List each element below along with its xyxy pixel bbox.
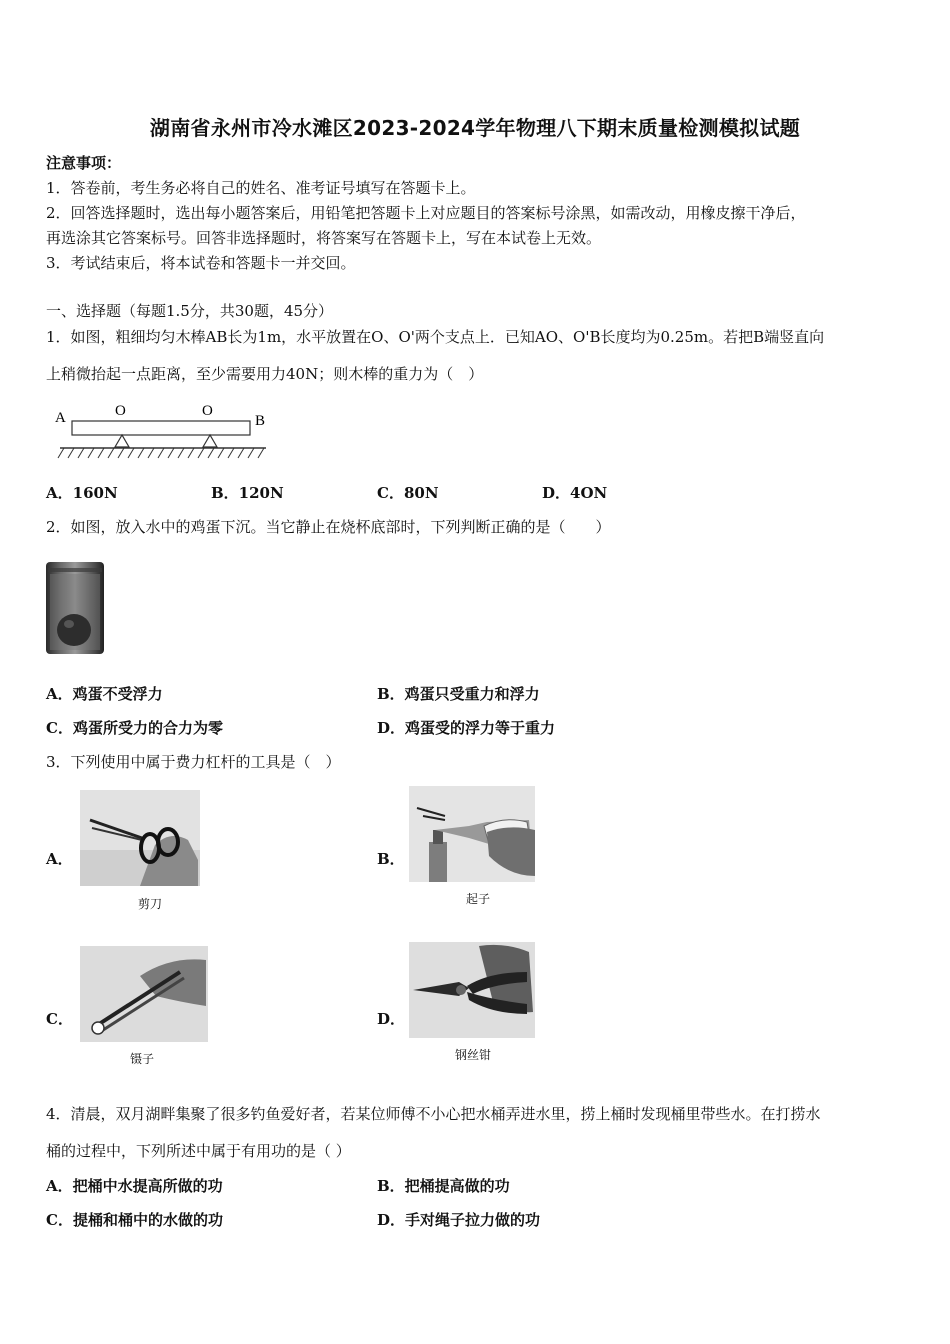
q2-beaker-egg-image (44, 560, 106, 656)
notice-item: 再选涂其它答案标号。回答非选择题时，将答案写在答题卡上，写在本试卷上无效。 (46, 229, 602, 247)
q1-lever-figure (52, 398, 274, 464)
q2-option-c[interactable]: C．鸡蛋所受力的合力为零 (46, 719, 223, 737)
q4-option-c[interactable]: C．提桶和桶中的水做的功 (46, 1211, 223, 1229)
section-heading: 一、选择题（每题1.5分，共30题，45分） (46, 302, 334, 320)
pliers-image (409, 942, 535, 1038)
tweezers-image (80, 946, 208, 1042)
q2-option-b[interactable]: B．鸡蛋只受重力和浮力 (377, 685, 540, 703)
notice-item: 2．回答选择题时，选出每小题答案后，用铅笔把答题卡上对应题目的答案标号涂黑，如需改动，用橡皮擦干净后， (46, 204, 806, 222)
caption-scissors: 剪刀 (137, 897, 162, 911)
q1-option-c[interactable]: C．80N (377, 484, 439, 502)
caption-pliers: 钢丝钳 (454, 1048, 491, 1062)
fig-label-a: A (55, 410, 66, 426)
caption-tweezers: 镊子 (129, 1052, 154, 1066)
q4-text-line1: 4．清晨，双月湖畔集聚了很多钓鱼爱好者，若某位师傅不小心把水桶弄进水里，捞上桶时发现桶里带些水。在打捞水 (46, 1105, 821, 1123)
notice-item: 1．答卷前，考生务必将自己的姓名、准考证号填写在答题卡上。 (46, 179, 476, 197)
q4-option-d[interactable]: D．手对绳子拉力做的功 (377, 1211, 541, 1229)
q3-option-a[interactable]: A． (46, 850, 73, 868)
q3-text: 3．下列使用中属于费力杠杆的工具是（ ） (46, 753, 341, 771)
fig-label-b: B (255, 413, 266, 429)
pivot-o2 (203, 435, 217, 447)
q3-option-b[interactable]: B． (377, 850, 405, 868)
wooden-rod (72, 421, 250, 435)
egg-shape (57, 614, 91, 646)
caption-bottle-opener: 起子 (465, 892, 490, 906)
q2-text: 2．如图，放入水中的鸡蛋下沉。当它静止在烧杯底部时，下列判断正确的是（ ） (46, 518, 611, 536)
fig-label-o2: O (202, 403, 213, 419)
q4-option-a[interactable]: A．把桶中水提高所做的功 (46, 1177, 223, 1195)
q1-option-d[interactable]: D．4ON (542, 484, 608, 502)
q1-option-a[interactable]: A．160N (46, 484, 118, 502)
notice-item: 3．考试结束后，将本试卷和答题卡一并交回。 (46, 254, 356, 272)
q1-option-b[interactable]: B．120N (211, 484, 284, 502)
q2-option-a[interactable]: A．鸡蛋不受浮力 (46, 685, 163, 703)
q4-option-b[interactable]: B．把桶提高做的功 (377, 1177, 510, 1195)
notice-heading: 注意事项： (46, 154, 122, 172)
page-title: 湖南省永州市冷水滩区2023-2024学年物理八下期末质量检测模拟试题 (149, 116, 801, 140)
ground-hatch (58, 448, 264, 458)
q1-text-line2: 上稍微抬起一点距离，至少需要用力40N；则木棒的重力为（ ） (46, 365, 484, 383)
pivot-o1 (115, 435, 129, 447)
q3-option-c[interactable]: C． (46, 1010, 73, 1028)
q3-option-d[interactable]: D． (377, 1010, 406, 1028)
q1-text-line1: 1．如图，粗细均匀木棒AB长为1m，水平放置在O、O'两个支点上．已知AO、O'B长度均为0.25m。若把B端竖直向 (46, 328, 825, 346)
bottle-opener-image (409, 786, 535, 882)
q4-text-line2: 桶的过程中，下列所述中属于有用功的是（ ） (46, 1142, 351, 1160)
fig-label-o1: O (115, 403, 126, 419)
scissors-image (80, 790, 200, 886)
q2-option-d[interactable]: D．鸡蛋受的浮力等于重力 (377, 719, 556, 737)
